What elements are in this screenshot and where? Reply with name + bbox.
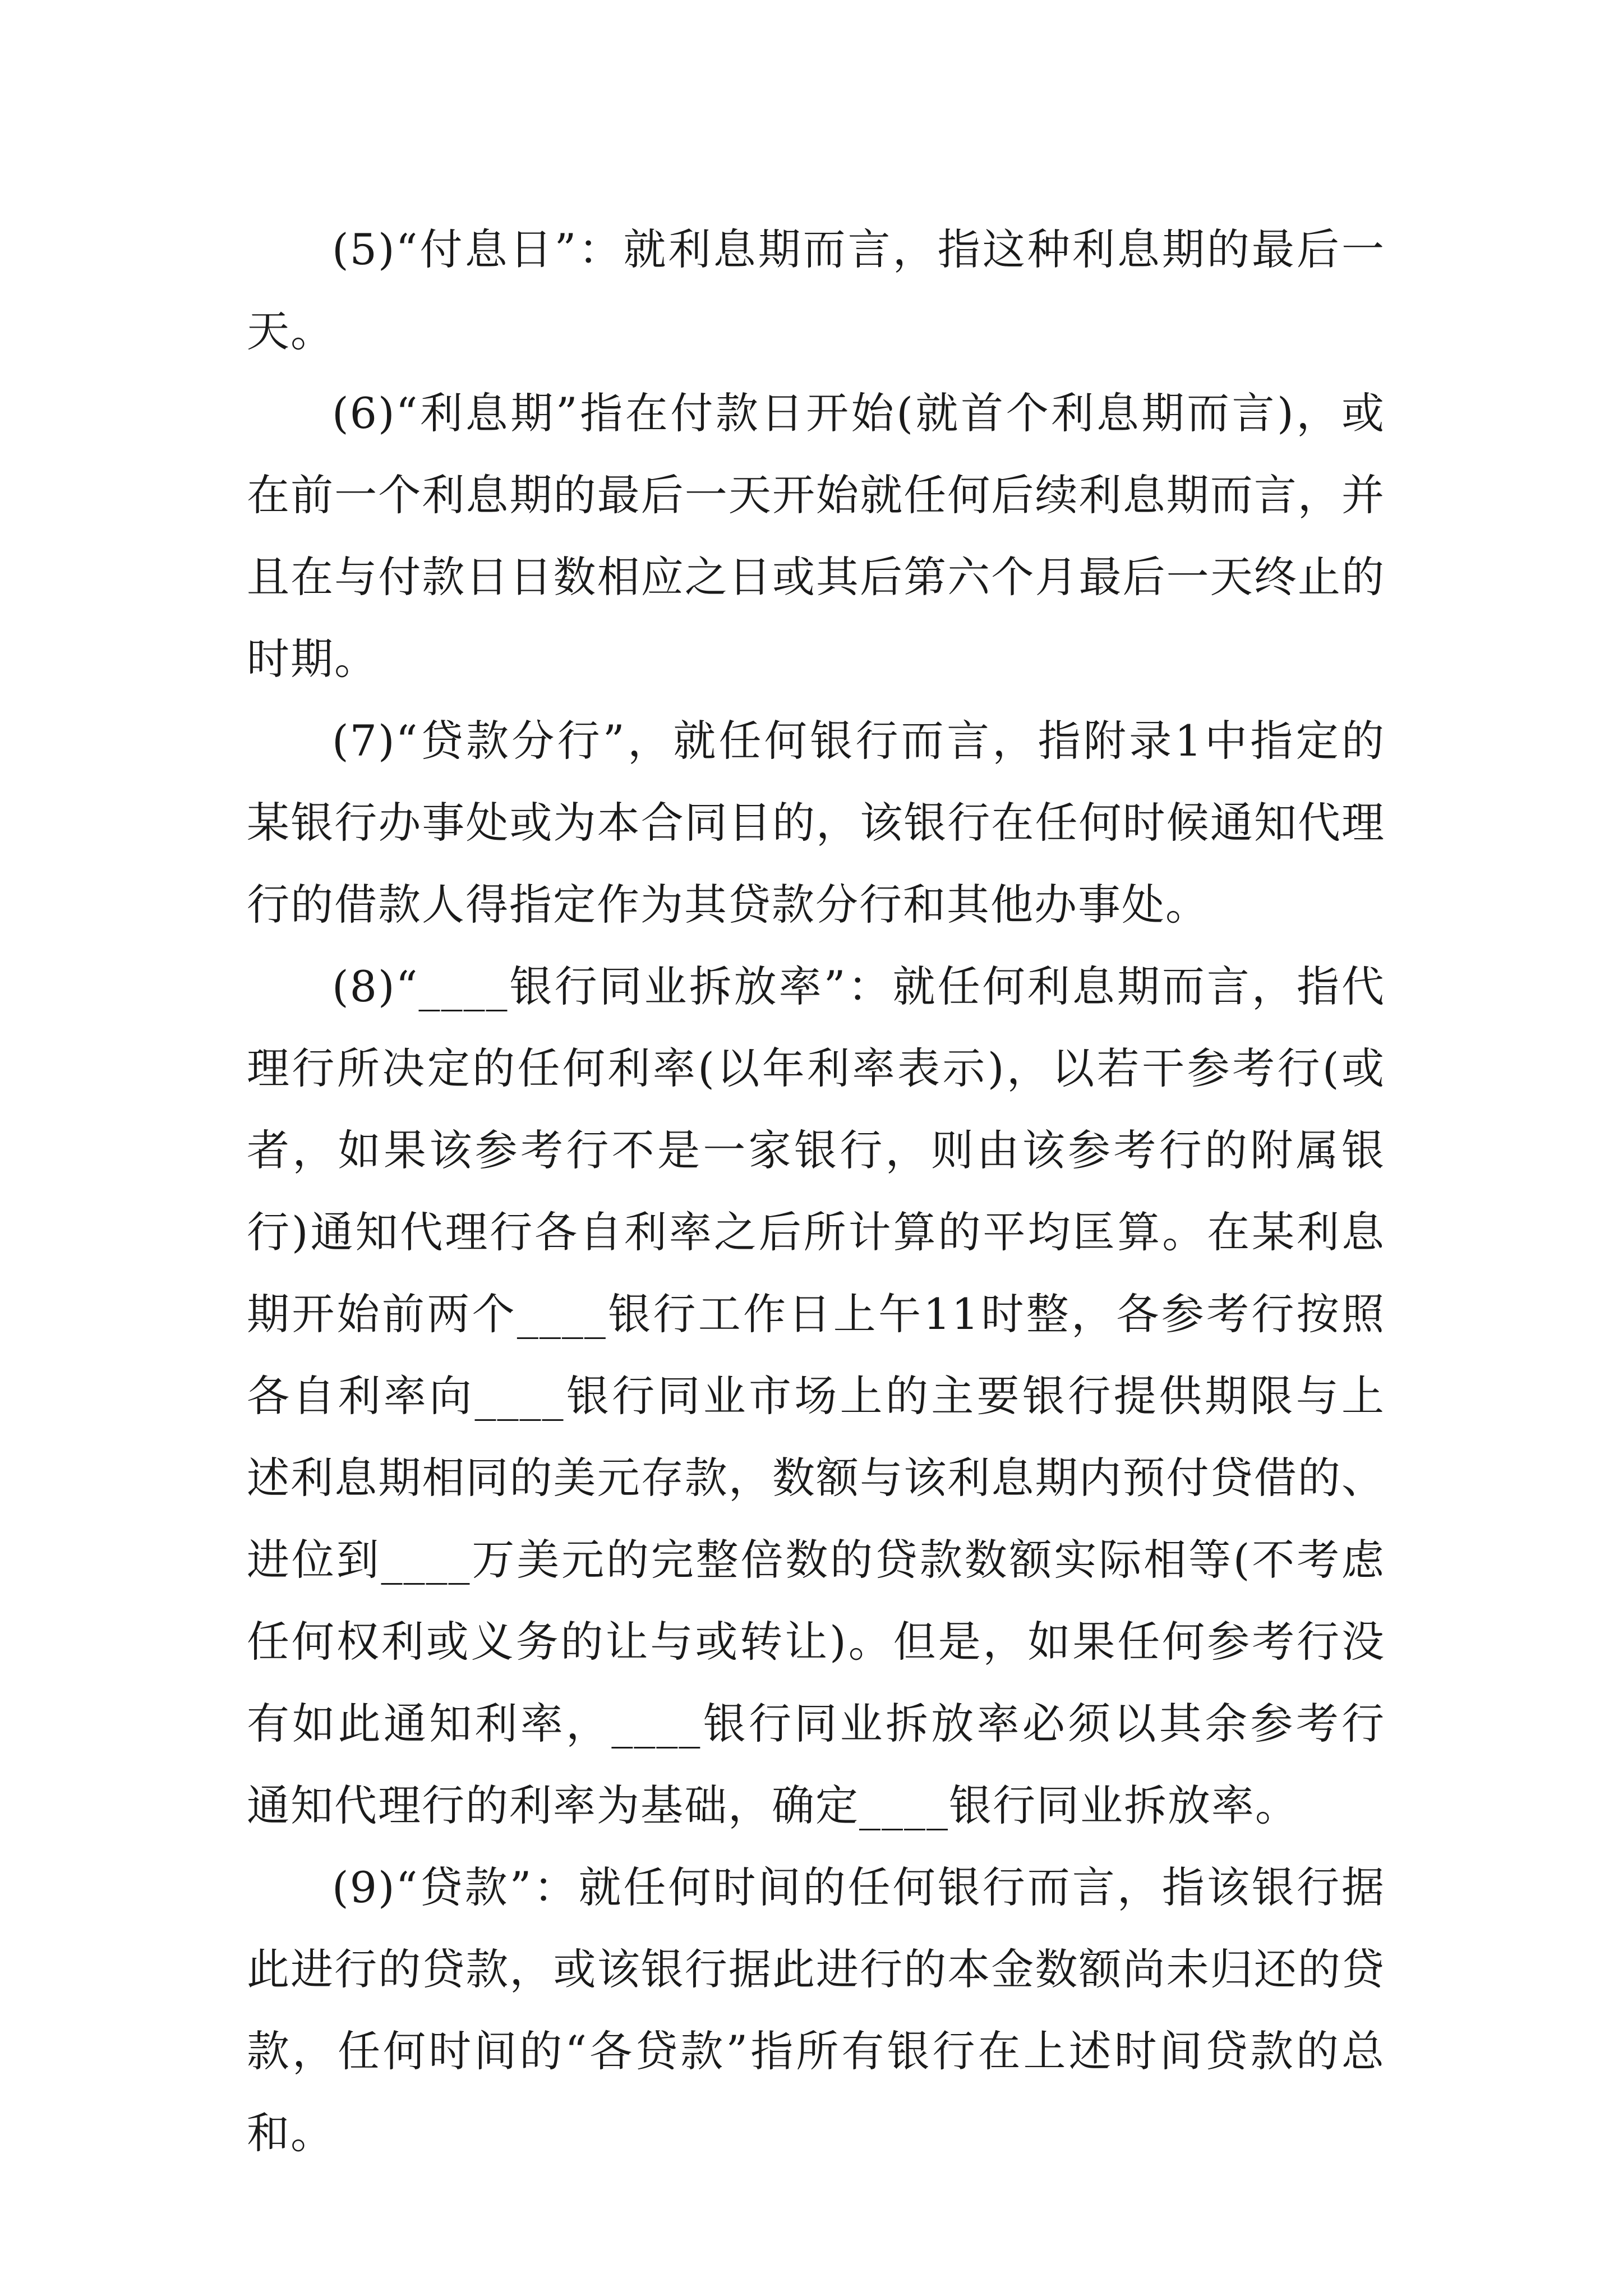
definition-paragraph-8: (8)“____银行同业拆放率”：就任何利息期而言，指代理行所决定的任何利率(以年利率表示)，以若干参考行(或者，如果该参考行不是一家银行，则由该参考行的附属银行)通知代理行各自利率之后所计算的平均匡算。在某利息期开始前两个____银行工作日上午11时整，各参考行按照各自利率向____银行同业市场上的主要银行提供期限与上述利息期相同的美元存款，数额与该利息期内预付贷借的、进位到____万美元的完整倍数的贷款数额实际相等(不考虑任何权利或义务的让与或转让)。但是，如果任何参考行没有如此通知利率，____银行同业拆放率必须以其余参考行通知代理行的利率为基础，确定____银行同业拆放率。 (247, 961, 1385, 1830)
definition-paragraph-9: (9)“贷款”：就任何时间的任何银行而言，指该银行据此进行的贷款，或该银行据此进行的本金数额尚未归还的贷款，任何时间的“各贷款”指所有银行在上述时间贷款的总和。 (247, 1862, 1385, 2158)
document-body (247, 209, 1385, 2174)
definition-paragraph-5: (5)“付息日”：就利息期而言，指这种利息期的最后一天。 (247, 224, 1385, 356)
definition-paragraph-7: (7)“贷款分行”，就任何银行而言，指附录1中指定的某银行办事处或为本合同目的，该银行在任何时候通知代理行的借款人得指定作为其贷款分行和其他办事处。 (247, 716, 1385, 930)
definition-paragraph-6: (6)“利息期”指在付款日开始(就首个利息期而言)，或在前一个利息期的最后一天开始就任何后续利息期而言，并且在与付款日日数相应之日或其后第六个月最后一天终止的时期。 (247, 388, 1385, 684)
